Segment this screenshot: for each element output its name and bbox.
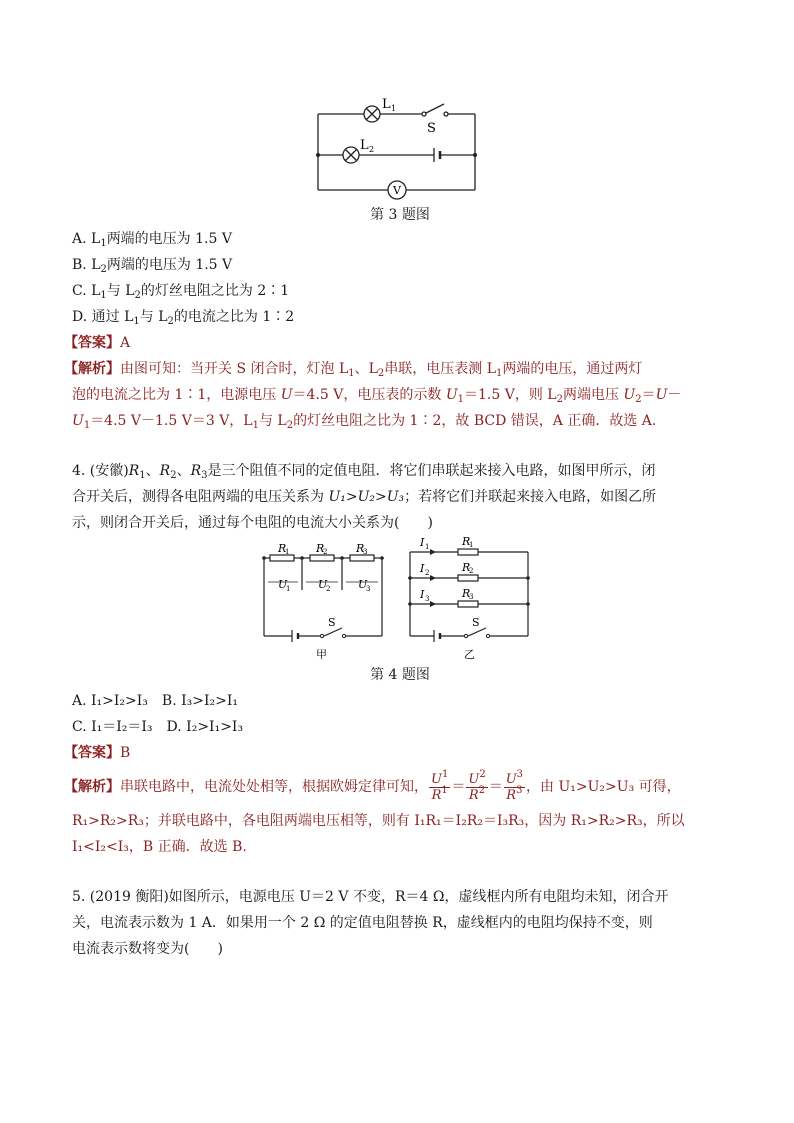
q4-analysis-line1: 【解析】串联电路中，电流处处相等，根据欧姆定律可知， $\frac{U^1}{R^1}$ ＝ $\frac{U^2}{R^2}$ ＝ $\frac{U^3}{R^3}$ ，由 U₁>U₂>U₃ 可得， <box>64 768 681 803</box>
label-jia-U3-sub: 3 <box>366 585 371 593</box>
q4-option-d[interactable]: D. I₂>I₁>I₃ <box>166 719 244 735</box>
label-jia-U1-sub: 1 <box>286 585 291 593</box>
label-yi-R2-sub: 2 <box>469 567 474 575</box>
q5-stem-line2: 关，电流表示数为 1 A．如果用一个 2 Ω 的定值电阻替换 R，虚线框内的电阻均保持不变，则 <box>72 915 653 931</box>
label-jia-U1: U <box>278 578 288 591</box>
label-jia-U2: U <box>318 578 328 591</box>
label-yi-I1: I <box>420 536 425 549</box>
q4-options-row1 <box>72 688 238 714</box>
label-jia-U2-sub: 2 <box>326 585 331 593</box>
q3-option-d[interactable]: D. 通过 $L_1$与 $L_2$的电流之比为 1∶2 <box>72 309 295 327</box>
q4-stem-line3: 示，则闭合开关后，通过每个电阻的电流大小关系为( ) <box>72 515 433 531</box>
label-L2-sub: 2 <box>369 145 375 154</box>
fig4-caption: 第 4 题图 <box>370 667 430 683</box>
label-S: S <box>427 121 436 136</box>
label-L2: L <box>360 138 369 153</box>
q4-analysis-line3: I₁<I₂<I₃，B 正确．故选 B. <box>72 839 247 855</box>
q3-analysis-line1: 【解析】由图可知：当开关 S 闭合时，灯泡 $L_1$、$L_2$串联，电压表测 $L_1$两端的电压，通过两灯 <box>64 361 643 379</box>
label-jia-R2-sub: 2 <box>323 548 328 556</box>
label-jia-R3: R <box>356 542 365 555</box>
q3-option-b[interactable]: B. $L_2$两端的电压为 1.5 V <box>72 257 233 275</box>
label-jia-U3: U <box>358 578 368 591</box>
q4-stem-line2: 合开关后，测得各电阻两端的电压关系为 U₁>U₂>U₃；若将它们并联起来接入电路，如图乙所 <box>72 489 657 505</box>
label-jia-R3-sub: 3 <box>363 548 368 556</box>
q4-option-c[interactable]: C. I₁＝I₂＝I₃ <box>72 719 153 735</box>
q5-stem-line3: 电流表示数将变为( ) <box>72 941 223 957</box>
label-jia-R1: R <box>278 542 287 555</box>
q3-analysis-line2: 泡的电流之比为 1∶1，电源电压 U＝4.5 V，电压表的示数 $U_1=1.5$ V，则 $L_2$两端电压 $U_2=U-$ <box>72 387 682 405</box>
q5-stem-line1: 5. (2019 衡阳)如图所示，电源电压 U＝2 V 不变，R＝4 Ω，虚线框内所有电阻均未知，闭合开 <box>72 889 669 905</box>
label-jia-R2: R <box>316 542 325 555</box>
q4-analysis-line2: R₁>R₂>R₃；并联电路中，各电阻两端电压相等，则有 I₁R₁＝I₂R₂＝I₃R₃，因为 R₁>R₂>R₃，所以 <box>72 813 685 829</box>
label-jia-R1-sub: 1 <box>285 548 290 556</box>
label-yi-I2-sub: 2 <box>425 569 430 577</box>
label-yi: 乙 <box>464 648 475 661</box>
q3-option-c[interactable]: C. $L_1$与 $L_2$的灯丝电阻之比为 2∶1 <box>72 283 290 301</box>
label-yi-I1-sub: 1 <box>425 543 430 551</box>
circuit-diagram-q3 <box>310 92 490 204</box>
circuit-diagram-q4-yi <box>404 532 534 662</box>
label-jia: 甲 <box>316 648 327 661</box>
q4-answer: 【答案】B <box>64 745 131 761</box>
q4-option-b[interactable]: B. I₃>I₂>I₁ <box>161 693 238 709</box>
fraction-u1-r1: $\frac{U^1}{R^1}$ <box>431 768 449 803</box>
label-yi-R2: R <box>462 561 471 574</box>
label-yi-R1: R <box>462 535 471 548</box>
label-yi-R1-sub: 1 <box>469 541 474 549</box>
fraction-u2-r2: $\frac{U^2}{R^2}$ <box>468 768 486 803</box>
label-yi-R3: R <box>462 587 471 600</box>
label-L1: L <box>382 97 391 112</box>
label-V: V <box>393 184 401 197</box>
q4-option-a[interactable]: A. I₁>I₂>I₃ <box>72 693 148 709</box>
label-yi-S: S <box>472 616 480 629</box>
fraction-u3-r3: $\frac{U^3}{R^3}$ <box>505 768 524 803</box>
label-yi-I3-sub: 3 <box>425 595 430 603</box>
q4-stem-line1: 4. (安徽)$R_1$、$R_2$、$R_3$是三个阻值不同的定值电阻．将它们串联起来接入电路，如图甲所示，闭 <box>72 463 656 481</box>
label-yi-I2: I <box>420 562 425 575</box>
q3-analysis-line3: $U_1=4.5$ V－1.5 V＝3 V，$L_1$与 $L_2$的灯丝电阻之比为 1∶2，故 BCD 错误，A 正确．故选 A. <box>72 413 657 431</box>
fig3-caption: 第 3 题图 <box>370 207 430 223</box>
label-jia-S: S <box>328 616 336 629</box>
label-yi-R3-sub: 3 <box>469 593 474 601</box>
circuit-diagram-q4-jia <box>258 540 388 662</box>
q3-answer: 【答案】A <box>64 335 131 351</box>
q3-option-a[interactable]: A. $L_1$两端的电压为 1.5 V <box>72 231 232 249</box>
label-yi-I3: I <box>420 588 425 601</box>
q4-options-row2 <box>72 714 243 740</box>
label-L1-sub: 1 <box>391 104 397 113</box>
